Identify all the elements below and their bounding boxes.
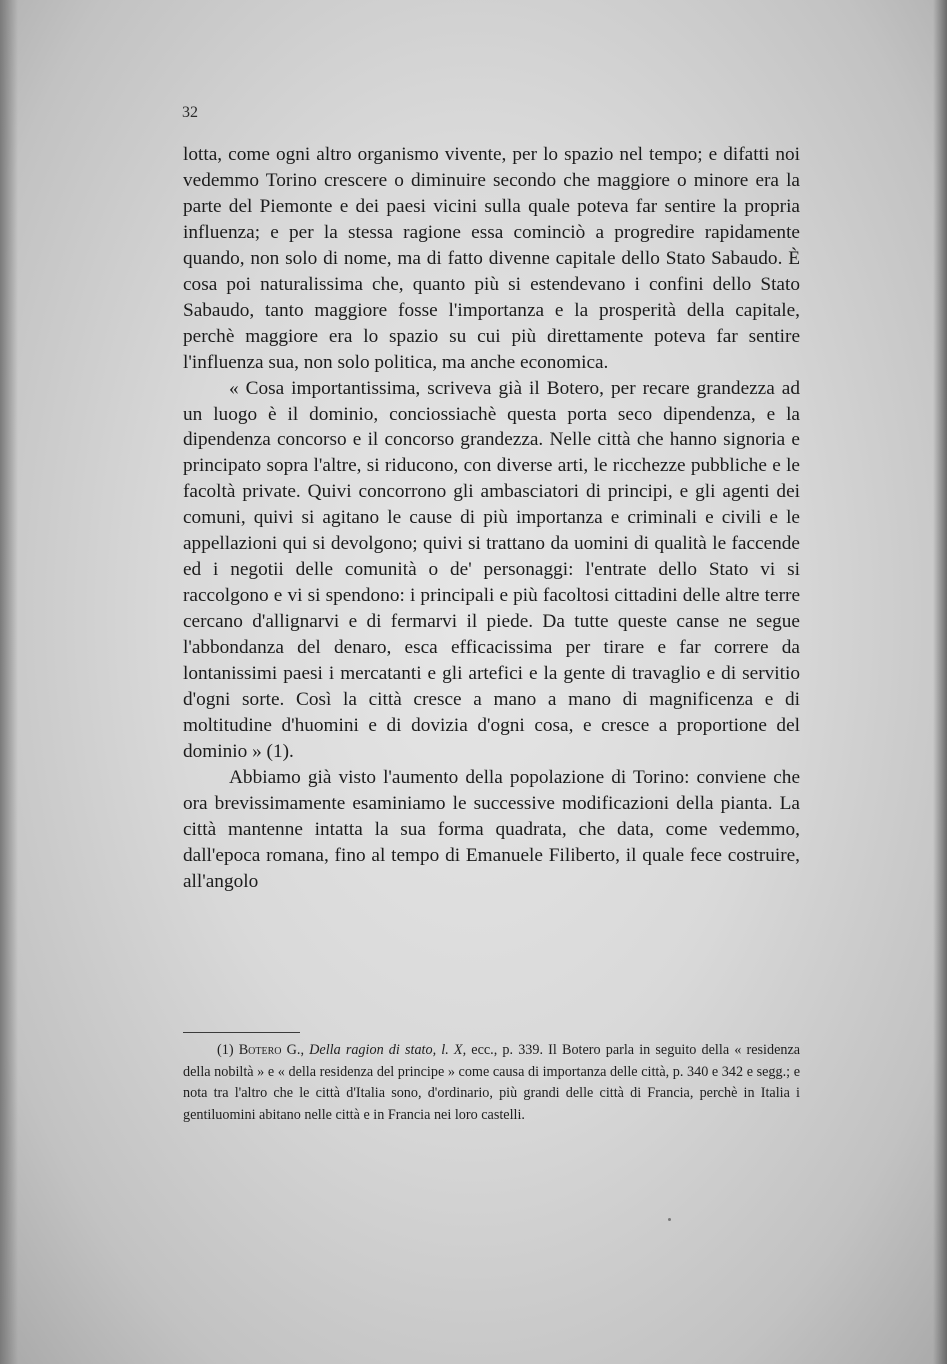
footnote-text: ecc., p. 339. Il Botero parla in seguito della « residenza della nobiltà » e « della residenza del principe » come causa di importanza delle città, p. 340 e 342 e segg.; e nota tra l'altro che le città d'Italia sono, d'ordinario, più grandi delle città di Francia, perchè in Italia i gentiluomini abitano nelle città e in Francia nei loro castelli.: [183, 1042, 801, 1123]
footnote: [183, 1040, 800, 1126]
paragraph-2-quotation: « Cosa importantissima, scriveva già il Botero, per recare grandezza ad un luogo è il dominio, conciossiachè questa porta seco dipendenza, e la dipendenza concorso e il concorso grandezza. Nelle città che hanno signoria e principato sopra l'altre, si riducono, con diverse arti, le ricchezze pubbliche e le facoltà private. Quivi concorrono gli ambasciatori di principi, e gli agenti dei comuni, quivi si agitano le cause di più importanza e criminali e civili e le appellazioni qui si devolgono; quivi si trattano da uomini di qualità le faccende ed i negotii delle comunità o de' personaggi: l'entrate dello Stato vi si raccolgono e vi si spendono: i principali e più facoltosi cittadini delle altre terre cercano d'allignarvi e di fermarvi il piede. Da tutte queste canse ne segue l'abbondanza del denaro, esca efficacissima per tirare e far correre da lontanissimi paesi i mercatanti e gli artefici e la gente di travaglio e di servitio d'ogni sorte. Così la città cresce a mano a mano di magnificenza e di moltitudine d'huomini e di dovizia d'ogni cosa, e cresce a proportione del dominio » (1).: [183, 377, 800, 762]
body-text: [183, 142, 800, 895]
paragraph-1: lotta, come ogni altro organismo vivente, per lo spazio nel tempo; e difatti noi vedemmo Torino crescere o diminuire secondo che maggiore o minore era la parte del Piemonte e dei paesi vicini sulla quale poteva far sentire la propria influenza; e per la stessa ragione essa cominciò a progredire rapidamente quando, non solo di nome, ma di fatto divenne capitale dello Stato Sabaudo. È cosa poi naturalissima che, quanto più si estendevano i confini dello Stato Sabaudo, tanto maggiore fosse l'importanza e la prosperità della capitale, perchè maggiore era lo spazio su cui più direttamente poteva far sentire l'influenza sua, non solo politica, ma anche economica.: [183, 144, 800, 373]
page-number: 32: [182, 104, 198, 121]
footnote-title: Della ragion di stato, l. X,: [309, 1042, 467, 1058]
footnote-marker: (1): [217, 1042, 234, 1058]
footnote-author: Botero: [238, 1042, 282, 1058]
footnote-divider: [183, 1032, 300, 1033]
page-left-shadow: [0, 0, 18, 1364]
page-right-shadow: [933, 0, 947, 1364]
paragraph-3: Abbiamo già visto l'aumento della popolazione di Torino: conviene che ora brevissimamente esaminiamo le successive modificazioni della pianta. La città mantenne intatta la sua forma quadrata, che data, come vedemmo, dall'epoca romana, fino al tempo di Emanuele Filiberto, il quale fece costruire, all'angolo: [183, 766, 800, 892]
paper-speck: [668, 1218, 671, 1221]
footnote-author-initial: G.,: [286, 1042, 304, 1058]
